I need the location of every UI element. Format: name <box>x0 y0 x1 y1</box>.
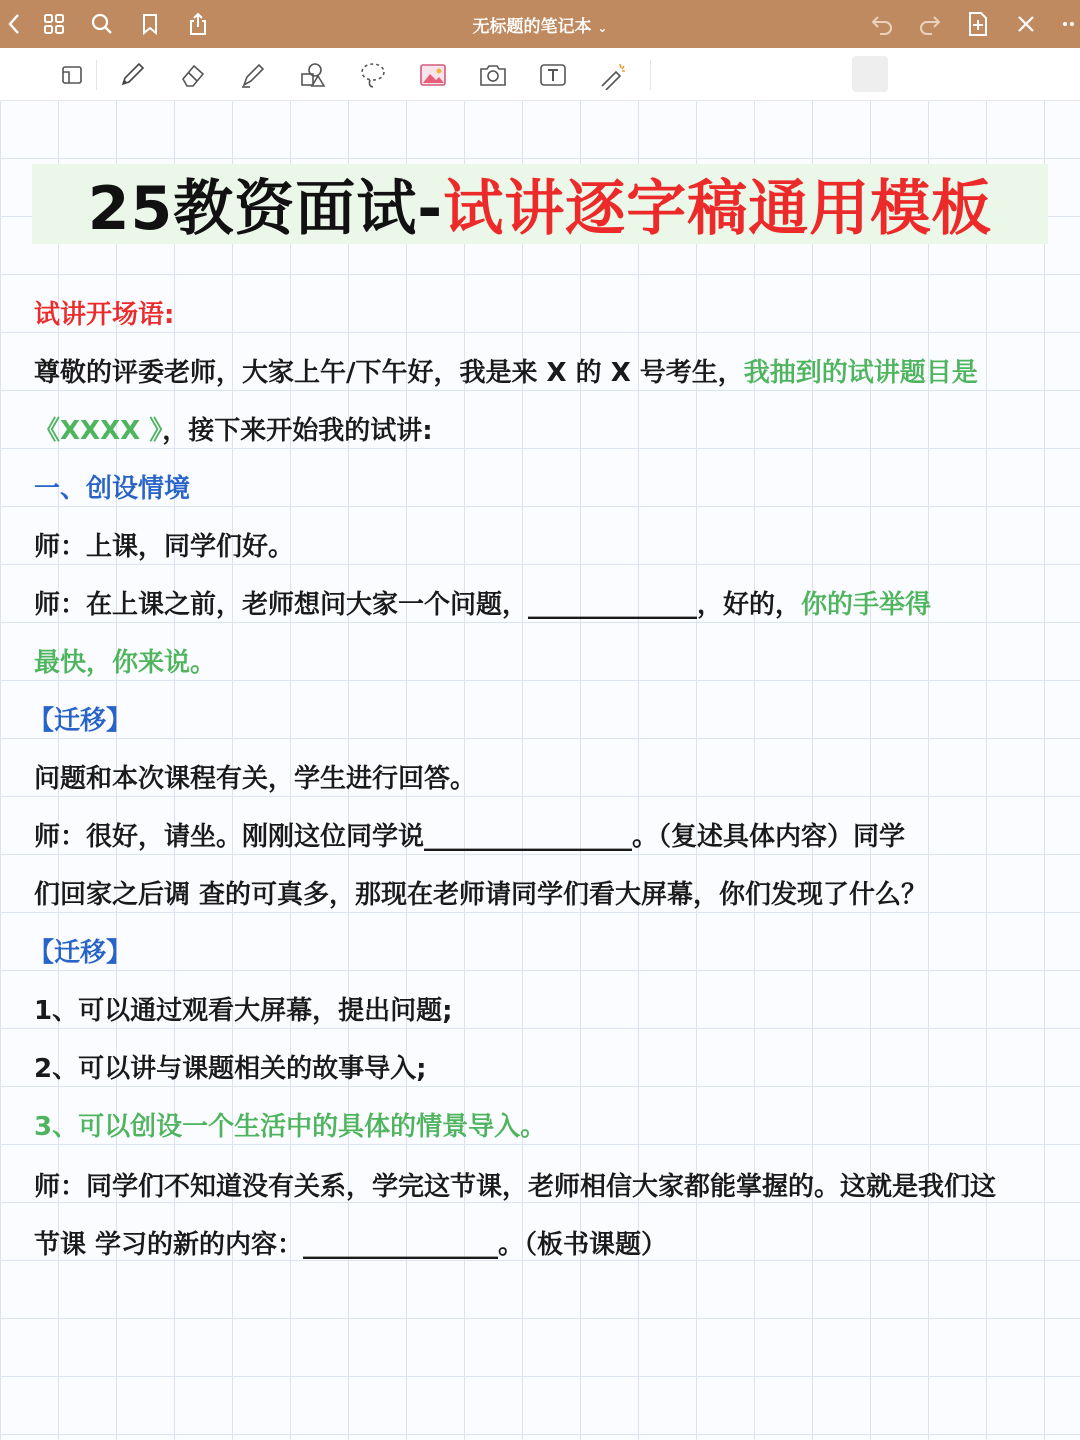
chevron-down-icon: ⌄ <box>597 21 608 35</box>
list-item: 3、可以创设一个生活中的具体的情景导入。 <box>34 1112 547 1142</box>
camera-icon[interactable] <box>476 58 510 92</box>
color-swatch[interactable] <box>852 56 888 92</box>
add-page-icon[interactable] <box>964 10 992 38</box>
transfer-label: 【迁移】 <box>28 938 133 968</box>
teacher-line: 师：很好，请坐。刚刚这位同学说________________。（复述具体内容）同学 <box>34 822 906 852</box>
page-title: 25教资面试- 试讲逐字稿通用模板 <box>32 164 1048 244</box>
text-icon[interactable] <box>536 58 570 92</box>
undo-icon[interactable] <box>868 10 896 38</box>
shapes-icon[interactable] <box>296 58 330 92</box>
pen-icon[interactable] <box>115 58 149 92</box>
notebook-title[interactable]: 无标题的笔记本 ⌄ <box>472 17 608 37</box>
teacher-line-cont: 们回家之后调 查的可真多，那现在老师请同学们看大屏幕，你们发现了什么？ <box>34 880 928 910</box>
drawing-toolbar <box>0 48 1080 101</box>
redo-icon[interactable] <box>916 10 944 38</box>
laser-icon[interactable] <box>596 58 630 92</box>
opening-heading: 试讲开场语: <box>34 300 175 330</box>
divider <box>650 60 651 90</box>
list-item: 2、可以讲与课题相关的故事导入; <box>34 1054 427 1084</box>
divider <box>96 60 97 90</box>
note-line: 问题和本次课程有关，学生进行回答。 <box>34 764 477 794</box>
teacher-line: 师：同学们不知道没有关系，学完这节课，老师相信大家都能掌握的。这就是我们这 <box>34 1172 997 1202</box>
section-heading: 一、创设情境 <box>34 474 191 504</box>
opening-line-2: 《XXXX 》，接下来开始我的试讲: <box>34 416 433 446</box>
teacher-line-cont: 节课 学习的新的内容：_______________。（板书课题） <box>34 1230 668 1260</box>
more-icon[interactable] <box>1058 10 1080 38</box>
opening-line-1: 尊敬的评委老师，大家上午/下午好，我是来 X 的 X 号考生，我抽到的试讲题目是 <box>34 358 978 388</box>
page-icon[interactable] <box>55 58 89 92</box>
image-icon[interactable] <box>416 58 450 92</box>
title-bar <box>0 0 1080 48</box>
highlighter-icon[interactable] <box>236 58 270 92</box>
teacher-line: 师：上课，同学们好。 <box>34 532 295 562</box>
lasso-icon[interactable] <box>356 58 390 92</box>
teacher-line: 师：在上课之前，老师想问大家一个问题，_____________，好的，你的手举得 <box>34 590 932 620</box>
transfer-label: 【迁移】 <box>28 706 133 736</box>
list-item: 1、可以通过观看大屏幕，提出问题; <box>34 996 453 1026</box>
eraser-icon[interactable] <box>176 58 210 92</box>
close-icon[interactable] <box>1012 10 1040 38</box>
teacher-line-cont: 最快，你来说。 <box>34 648 217 678</box>
